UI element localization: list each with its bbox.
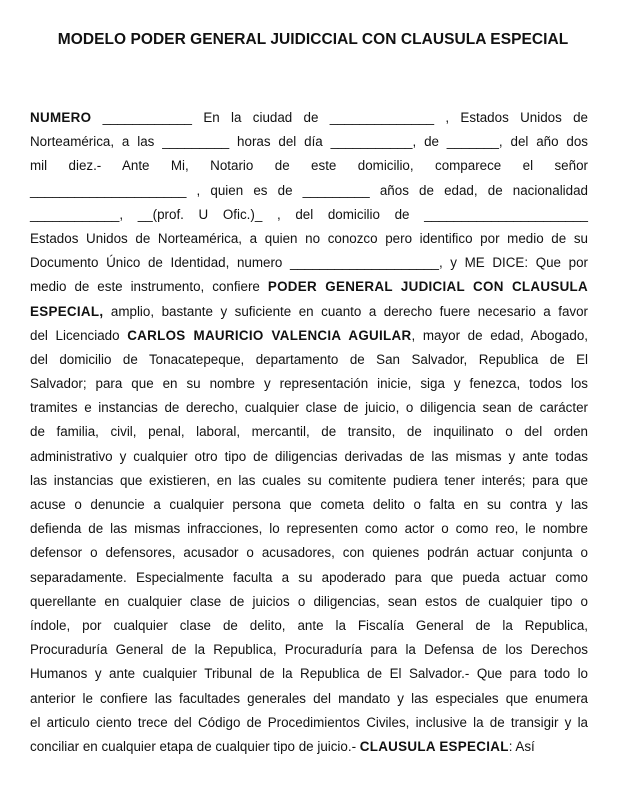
paragraph-line (30, 735, 588, 759)
paragraph-line (30, 251, 588, 275)
paragraph-line (30, 396, 588, 420)
line-text: del domicilio de Tonacatepeque, departamento de San Salvador, Republica de El (30, 351, 588, 367)
paragraph-line (30, 130, 588, 154)
line-text: acuse o denuncie a cualquier persona que cometa delito o falta en su contra y las (30, 497, 588, 512)
paragraph-line (30, 590, 588, 614)
paragraph-line (30, 638, 588, 662)
paragraph-line (30, 469, 588, 493)
line-text: Estados Unidos de Norteamérica, a quien no conozco pero identifico por medio de su (30, 230, 588, 246)
line-text: anterior le confiere las facultades generales del mandato y las especiales que enumera (30, 690, 588, 706)
paragraph-line (30, 420, 588, 444)
document-title: MODELO PODER GENERAL JUIDICCIAL CON CLAUSULA ESPECIAL (57, 31, 569, 48)
line-text: amplio, bastante y suficiente en cuanto a derecho fuere necesario a favor (103, 303, 588, 319)
bold-text: CARLOS MAURICIO VALENCIA AGUILAR (127, 327, 412, 343)
line-text: querellante en cualquier clase de juicios o diligencias, sean estos de cualquier tipo o (30, 593, 588, 609)
line-text: del Licenciado (30, 327, 128, 343)
paragraph-line (30, 614, 588, 638)
line-text: defensor o defensores, acusador o acusadores, con quienes podrán actuar conjunta o (30, 545, 588, 561)
line-text: _____________________ , quien es de _________ años de edad, de nacionalidad (30, 182, 588, 198)
document-body (30, 106, 588, 759)
line-text: ____________ En la ciudad de ______________ , Estados Unidos de (91, 110, 588, 125)
line-text: : Así (508, 738, 535, 754)
paragraph-line (30, 711, 588, 735)
paragraph-line (30, 687, 588, 711)
paragraph-line (30, 203, 588, 227)
bold-text: ESPECIAL, (30, 303, 104, 319)
line-text: separadamente. Especialmente faculta a su apoderado para que pueda actuar como (30, 569, 588, 585)
paragraph-line (30, 106, 588, 130)
line-text: Salvador; para que en su nombre y representación inicie, siga y fenezca, todos los (30, 376, 588, 392)
paragraph-line (30, 445, 588, 469)
line-text: el articulo ciento trece del Código de Procedimientos Civiles, inclusive la de transigir y la (30, 714, 588, 730)
paragraph-line (30, 662, 588, 686)
paragraph-line (30, 324, 588, 348)
line-text: Procuraduría General de la Republica, Procuraduría para la Defensa de los Derechos (30, 642, 588, 658)
paragraph-line (30, 517, 588, 541)
paragraph-line (30, 179, 588, 203)
paragraph-line (30, 566, 588, 590)
bold-text: PODER GENERAL JUDICIAL CON CLAUSULA (267, 279, 588, 295)
line-text: defienda de las mismas infracciones, lo representen como actor o como reo, le nombre (30, 521, 588, 537)
paragraph-line (30, 493, 588, 517)
line-text: mil diez.- Ante Mi, Notario de este domicilio, comparece el señor (30, 158, 588, 174)
paragraph-line (30, 154, 588, 178)
line-text: administrativo y cualquier otro tipo de diligencias derivadas de las mismas y ante todas (30, 448, 588, 464)
line-text: Humanos y ante cualquier Tribunal de la Republica de El Salvador.- Que para todo lo (30, 666, 588, 682)
bold-text: NUMERO (30, 110, 92, 125)
paragraph-line (30, 348, 588, 372)
line-text: medio de este instrumento, confiere (30, 279, 268, 295)
line-text: Norteamérica, a las _________ horas del día ___________, de _______, del año dos (30, 134, 588, 150)
line-text: de familia, civil, penal, laboral, mercantil, de transito, de inquilinato o del orden (30, 424, 588, 440)
line-text: tramites e instancias de derecho, cualquier clase de juicio, o diligencia sean de carácter (30, 400, 588, 416)
line-text: Documento Único de Identidad, numero ____________________, y ME DICE: Que por (30, 255, 588, 271)
paragraph-line (30, 372, 588, 396)
line-text: conciliar en cualquier etapa de cualquier tipo de juicio.- (30, 738, 360, 754)
paragraph-line (30, 541, 588, 565)
paragraph-line (30, 275, 588, 299)
line-text: ____________, __(prof. U Ofic.)_ , del domicilio de ______________________ (30, 206, 588, 222)
paragraph-line (30, 227, 588, 251)
bold-text: CLAUSULA ESPECIAL (359, 738, 509, 754)
paragraph-line (30, 300, 588, 324)
line-text: , mayor de edad, Abogado, (411, 327, 588, 343)
line-text: las instancias que existieren, en las cuales su comitente pudiera tener interés; para que (30, 472, 588, 488)
line-text: índole, por cualquier clase de delito, ante la Fiscalía General de la Republica, (30, 617, 588, 633)
